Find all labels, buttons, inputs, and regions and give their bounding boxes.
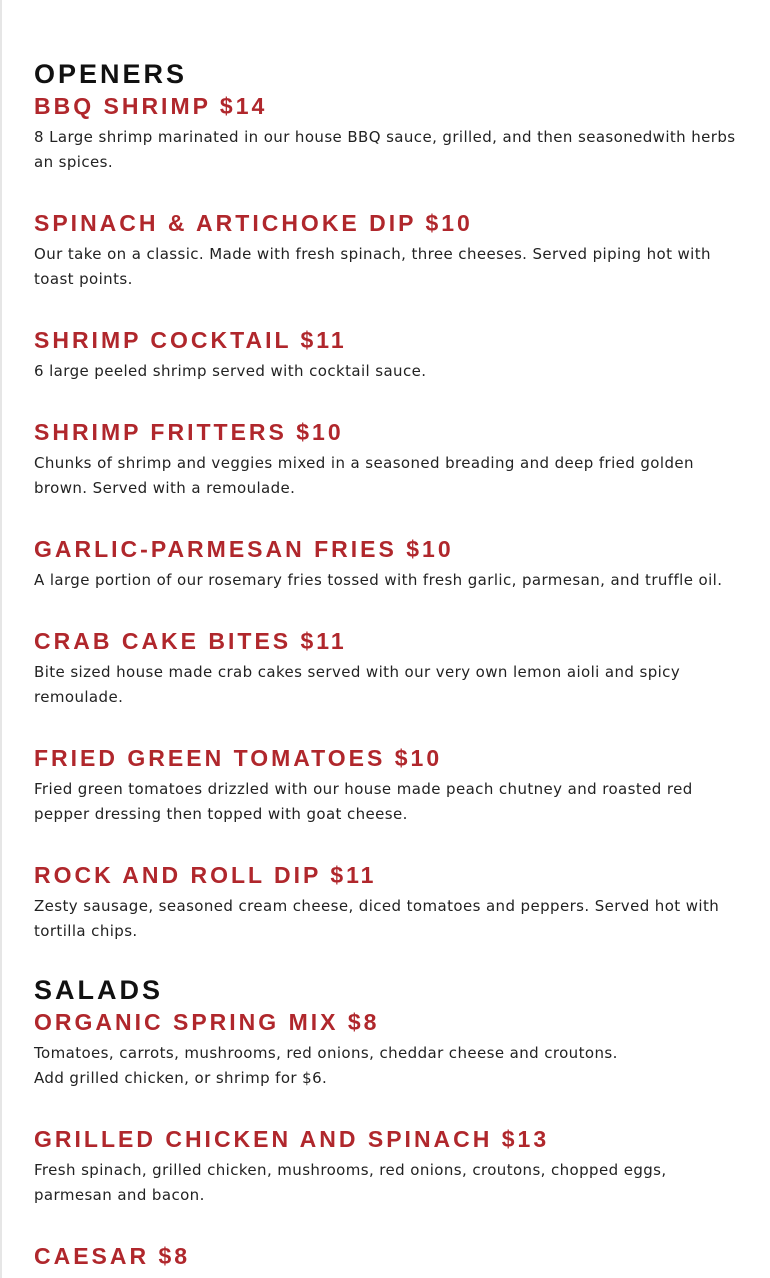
item-name: GRILLED CHICKEN AND SPINACH $13	[34, 1126, 550, 1152]
item-name: CRAB CAKE BITES $11	[34, 628, 347, 654]
item-name: SHRIMP COCKTAIL $11	[34, 327, 347, 353]
item-description: 6 large peeled shrimp served with cocktail sauce.	[34, 362, 427, 380]
menu-item	[34, 625, 740, 710]
item-description: Our take on a classic. Made with fresh spinach, three cheeses. Served piping hot with toast points.	[34, 245, 711, 288]
menu-item	[34, 1006, 740, 1091]
menu-item	[34, 324, 740, 384]
item-description: A large portion of our rosemary fries tossed with fresh garlic, parmesan, and truffle oil.	[34, 571, 723, 589]
section-title: SALADS	[34, 975, 164, 1005]
section-title: OPENERS	[34, 59, 188, 89]
page-left-border	[0, 0, 2, 1278]
menu-item	[34, 859, 740, 944]
menu-item	[34, 90, 740, 175]
item-name: ROCK AND ROLL DIP $11	[34, 862, 377, 888]
menu-section-openers	[34, 58, 740, 944]
menu-item	[34, 742, 740, 827]
menu-item	[34, 207, 740, 292]
item-description: Fresh spinach, grilled chicken, mushrooms, red onions, croutons, chopped eggs, parmesan and bacon.	[34, 1161, 667, 1204]
item-name: BBQ SHRIMP $14	[34, 93, 268, 119]
item-name: GARLIC-PARMESAN FRIES $10	[34, 536, 454, 562]
item-description: 8 Large shrimp marinated in our house BBQ sauce, grilled, and then seasonedwith herbs an spices.	[34, 128, 736, 171]
item-name: SPINACH & ARTICHOKE DIP $10	[34, 210, 473, 236]
menu-item	[34, 1123, 740, 1208]
item-description: Bite sized house made crab cakes served with our very own lemon aioli and spicy remoulade.	[34, 663, 681, 706]
menu	[34, 58, 740, 1272]
menu-item	[34, 416, 740, 501]
menu-item	[34, 1240, 740, 1272]
item-name: CAESAR $8	[34, 1243, 191, 1269]
item-name: FRIED GREEN TOMATOES $10	[34, 745, 443, 771]
item-name: ORGANIC SPRING MIX $8	[34, 1009, 380, 1035]
item-description: Chunks of shrimp and veggies mixed in a seasoned breading and deep fried golden brown. Served with a remoulade.	[34, 454, 694, 497]
item-name: SHRIMP FRITTERS $10	[34, 419, 344, 445]
menu-section-salads	[34, 974, 740, 1272]
item-description: Fried green tomatoes drizzled with our house made peach chutney and roasted red pepper dressing then topped with goat cheese.	[34, 780, 693, 823]
menu-item	[34, 533, 740, 593]
item-description: Tomatoes, carrots, mushrooms, red onions, cheddar cheese and croutons. Add grilled chicken, or shrimp for $6.	[34, 1044, 618, 1087]
item-description: Zesty sausage, seasoned cream cheese, diced tomatoes and peppers. Served hot with tortilla chips.	[34, 897, 720, 940]
